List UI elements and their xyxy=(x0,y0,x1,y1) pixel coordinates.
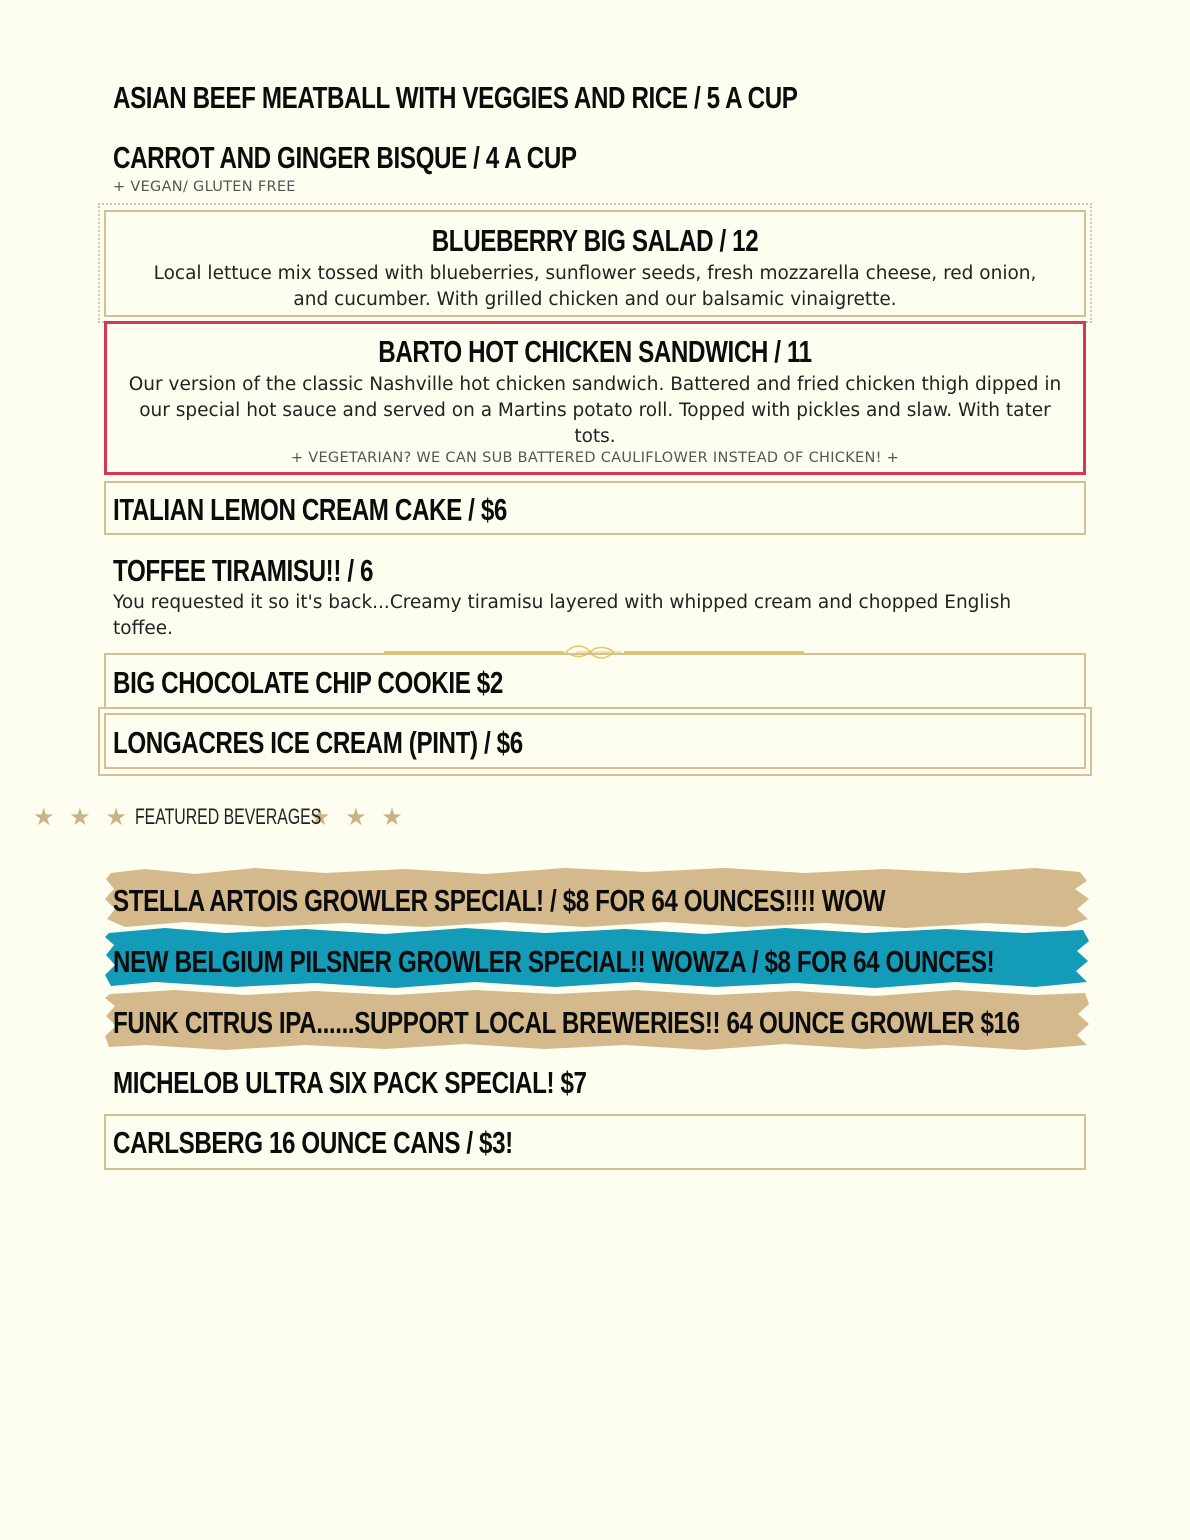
beverage-title-stella: STELLA ARTOIS GROWLER SPECIAL! / $8 FOR 64 OUNCES!!!! WOW xyxy=(113,883,886,918)
dessert-title-ice-cream: LONGACRES ICE CREAM (PINT) / $6 xyxy=(113,725,523,760)
salad-box xyxy=(104,210,1086,317)
sandwich-title: BARTO HOT CHICKEN SANDWICH / 11 xyxy=(378,334,812,369)
sandwich-box xyxy=(104,321,1086,475)
dessert-title-tiramisu: TOFFEE TIRAMISU!! / 6 xyxy=(113,553,374,588)
salad-description: Local lettuce mix tossed with blueberries, sunflower seeds, fresh mozzarella cheese, red onion, and cucumber. With grilled chicken and our balsamic vinaigrette. xyxy=(153,263,1037,310)
sandwich-description: Our version of the classic Nashville hot chicken sandwich. Battered and fried chicken thigh dipped in our special hot sauce and served on a Martins potato roll. Topped with pickles and slaw. With tater tots. xyxy=(128,374,1062,447)
beverage-title-new-belgium: NEW BELGIUM PILSNER GROWLER SPECIAL!! WOWZA / $8 FOR 64 OUNCES! xyxy=(113,944,995,979)
dessert-title-lemon-cake: ITALIAN LEMON CREAM CAKE / $6 xyxy=(113,492,507,527)
dessert-title-cookie: BIG CHOCOLATE CHIP COOKIE $2 xyxy=(113,665,503,700)
beverage-title-funk: FUNK CITRUS IPA......SUPPORT LOCAL BREWERIES!! 64 OUNCE GROWLER $16 xyxy=(113,1005,1020,1040)
salad-title: BLUEBERRY BIG SALAD / 12 xyxy=(431,223,759,258)
star-icon: ★ ★ ★ xyxy=(308,803,407,831)
soup-title-carrot-ginger-bisque: CARROT AND GINGER BISQUE / 4 A CUP xyxy=(113,140,577,175)
soup-dietary-note: + VEGAN/ GLUTEN FREE xyxy=(113,179,296,195)
star-icon: ★ ★ ★ xyxy=(33,803,131,831)
sandwich-vegetarian-note: + VEGETARIAN? WE CAN SUB BATTERED CAULIFLOWER INSTEAD OF CHICKEN! + xyxy=(290,450,900,466)
dessert-description-tiramisu: You requested it so it's back...Creamy tiramisu layered with whipped cream and chopped English toffee. xyxy=(113,592,1012,639)
beverage-title-carlsberg: CARLSBERG 16 OUNCE CANS / $3! xyxy=(113,1125,513,1160)
beverage-title-michelob: MICHELOB ULTRA SIX PACK SPECIAL! $7 xyxy=(113,1065,587,1100)
soup-title-asian-beef-meatball: ASIAN BEEF MEATBALL WITH VEGGIES AND RICE / 5 A CUP xyxy=(113,80,798,115)
featured-beverages-label: FEATURED BEVERAGES xyxy=(134,804,322,829)
featured-beverages-header xyxy=(33,802,407,832)
